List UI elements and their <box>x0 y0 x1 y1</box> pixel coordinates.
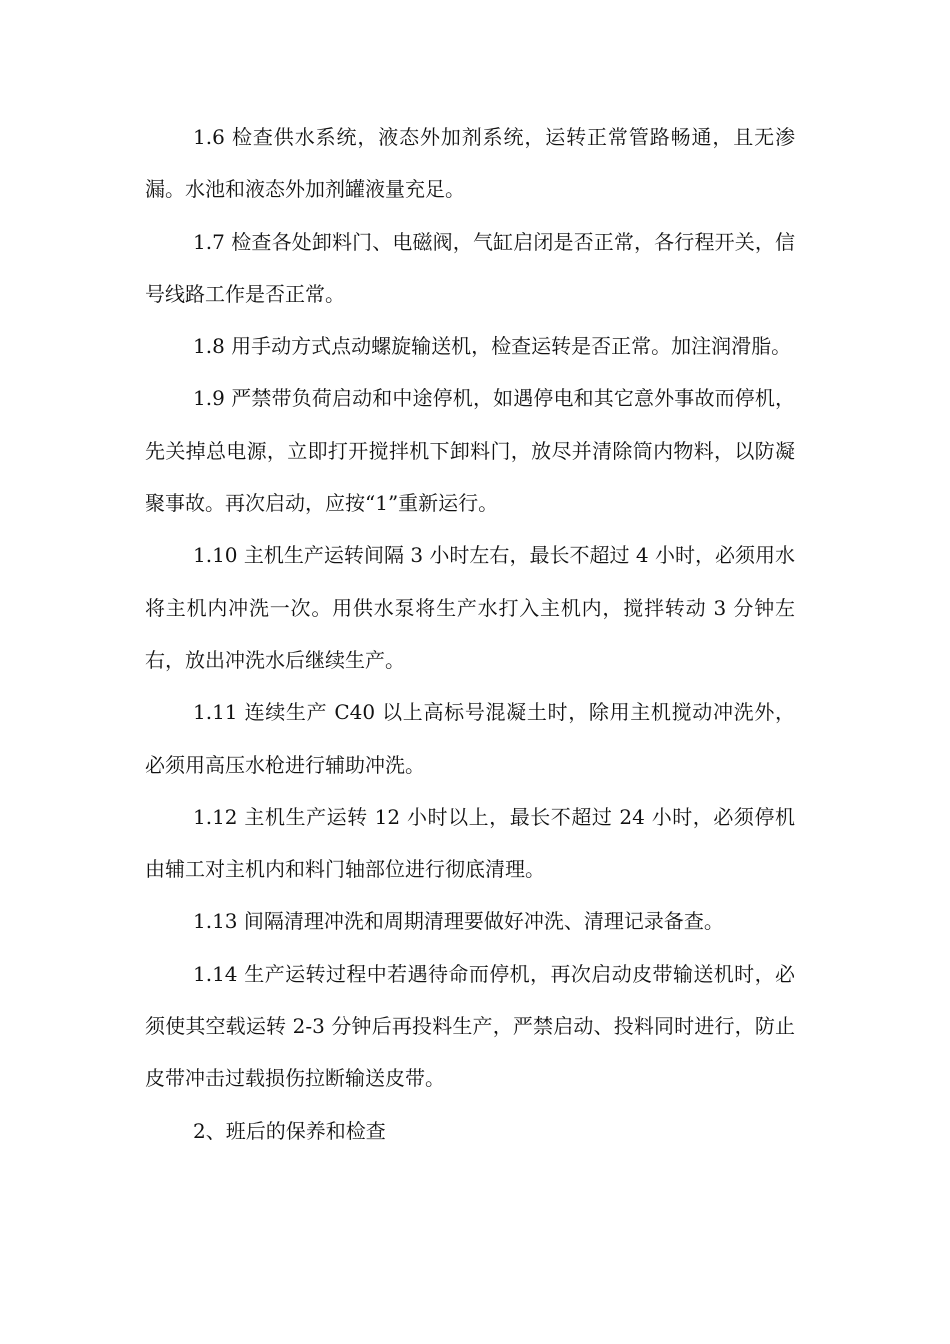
paragraph-1-14: 1.14 生产运转过程中若遇待命而停机，再次启动皮带输送机时，必须使其空载运转 2-3 分钟后再投料生产，严禁启动、投料同时进行，防止皮带冲击过载损伤拉断输送皮带。 <box>145 961 795 1091</box>
section-heading-2: 2、班后的保养和检查 <box>193 1118 386 1143</box>
paragraph-1-6: 1.6 检查供水系统，液态外加剂系统，运转正常管路畅通，且无渗漏。水池和液态外加剂罐液量充足。 <box>145 125 795 202</box>
document-body <box>145 111 795 1157</box>
paragraph-1-7: 1.7 检查各处卸料门、电磁阀，气缸启闭是否正常，各行程开关，信号线路工作是否正常。 <box>145 229 795 306</box>
paragraph-1-10: 1.10 主机生产运转间隔 3 小时左右，最长不超过 4 小时，必须用水将主机内冲洗一次。用供水泵将生产水打入主机内，搅拌转动 3 分钟左右，放出冲洗水后继续生产。 <box>145 543 795 672</box>
paragraph-1-11: 1.11 连续生产 C40 以上高标号混凝土时，除用主机搅动冲洗外，必须用高压水枪进行辅助冲洗。 <box>145 700 795 777</box>
paragraph-1-8: 1.8 用手动方式点动螺旋输送机，检查运转是否正常。加注润滑脂。 <box>193 334 792 359</box>
paragraph-1-9: 1.9 严禁带负荷启动和中途停机，如遇停电和其它意外事故而停机，先关掉总电源，立即打开搅拌机下卸料门，放尽并清除筒内物料，以防凝聚事故。再次启动，应按“1”重新运行。 <box>145 386 795 516</box>
paragraph-1-12: 1.12 主机生产运转 12 小时以上，最长不超过 24 小时，必须停机由辅工对主机内和料门轴部位进行彻底清理。 <box>145 804 795 882</box>
paragraph-1-13: 1.13 间隔清理冲洗和周期清理要做好冲洗、清理记录备查。 <box>193 909 724 934</box>
